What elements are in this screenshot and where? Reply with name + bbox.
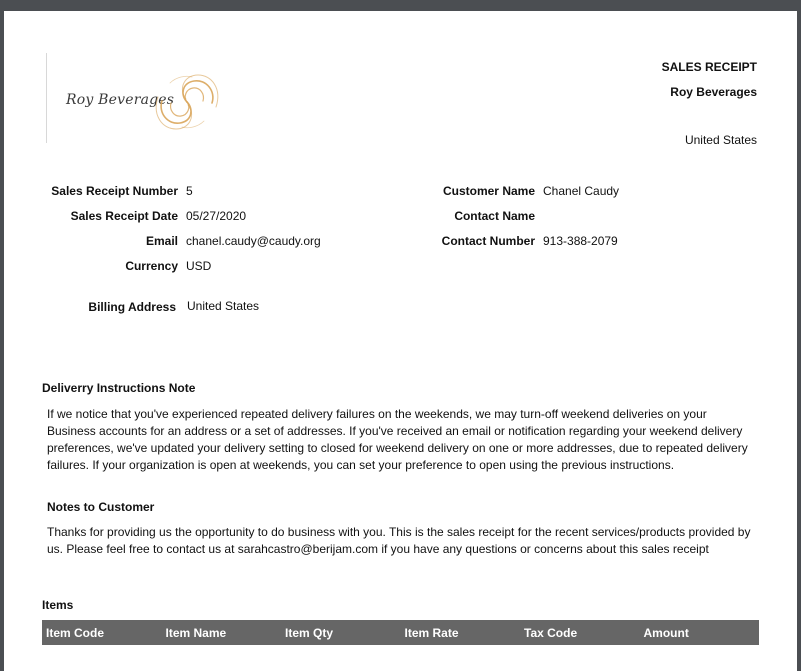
delivery-note-line: If we notice that you've experienced repeated delivery failures on the weekends, we may turn-off weekend deliveries on your (47, 407, 707, 421)
customer-notes-line: us. Please feel free to contact us at sarahcastro@berijam.com if you have any questions or concerns about this sales receipt (47, 542, 709, 556)
column-header-item-name: Item Name (165, 625, 227, 640)
sales-receipt-number-value: 5 (186, 184, 193, 198)
currency-label: Currency (125, 259, 178, 273)
items-table-header (42, 620, 759, 645)
email-label: Email (145, 234, 178, 248)
delivery-note-line: preferences, we've updated your delivery setting to closed for weekend delivery on one or more addresses, due to repeated delivery (47, 441, 748, 455)
swirl-logo-icon (150, 69, 224, 135)
delivery-note-heading: Deliverry Instructions Note (42, 381, 196, 395)
email-value: chanel.caudy@caudy.org (186, 234, 321, 248)
company-logo-text: Roy Beverages (66, 92, 175, 108)
currency-value: USD (186, 259, 212, 273)
sales-receipt-date-label: Sales Receipt Date (70, 209, 178, 223)
column-header-item-qty: Item Qty (285, 625, 334, 640)
contact-number-label: Contact Number (441, 234, 535, 248)
delivery-note-line: failures. If your organization is open at weekends, you can set your preference to open using the previous instructions. (47, 458, 675, 472)
sales-receipt-number-label: Sales Receipt Number (51, 184, 178, 198)
billing-address-value: United States (187, 299, 260, 313)
logo-divider (46, 53, 47, 143)
delivery-note-line: Business accounts for an address or a set of addresses. If you've received an email or notification regarding your weekend delivery (47, 424, 743, 438)
company-country: United States (684, 133, 757, 147)
delivery-note-text (47, 406, 748, 474)
customer-name-label: Customer Name (442, 184, 535, 198)
document-title: SALES RECEIPT (661, 60, 757, 74)
column-header-amount: Amount (643, 625, 689, 640)
contact-number-value: 913-388-2079 (543, 234, 618, 248)
column-header-tax-code: Tax Code (524, 625, 578, 640)
company-name: Roy Beverages (670, 85, 757, 99)
customer-notes-text (47, 524, 750, 558)
customer-notes-line: Thanks for providing us the opportunity to do business with you. This is the sales receipt for the recent services/products provided by (47, 525, 751, 539)
items-heading: Items (42, 598, 74, 612)
column-header-item-rate: Item Rate (404, 625, 459, 640)
billing-address-label: Billing Address (88, 300, 176, 314)
contact-name-label: Contact Name (454, 209, 535, 223)
sales-receipt-date-value: 05/27/2020 (186, 209, 247, 223)
receipt-page (4, 11, 797, 671)
customer-name-value: Chanel Caudy (543, 184, 620, 198)
column-header-item-code: Item Code (46, 625, 105, 640)
customer-notes-heading: Notes to Customer (47, 500, 155, 514)
